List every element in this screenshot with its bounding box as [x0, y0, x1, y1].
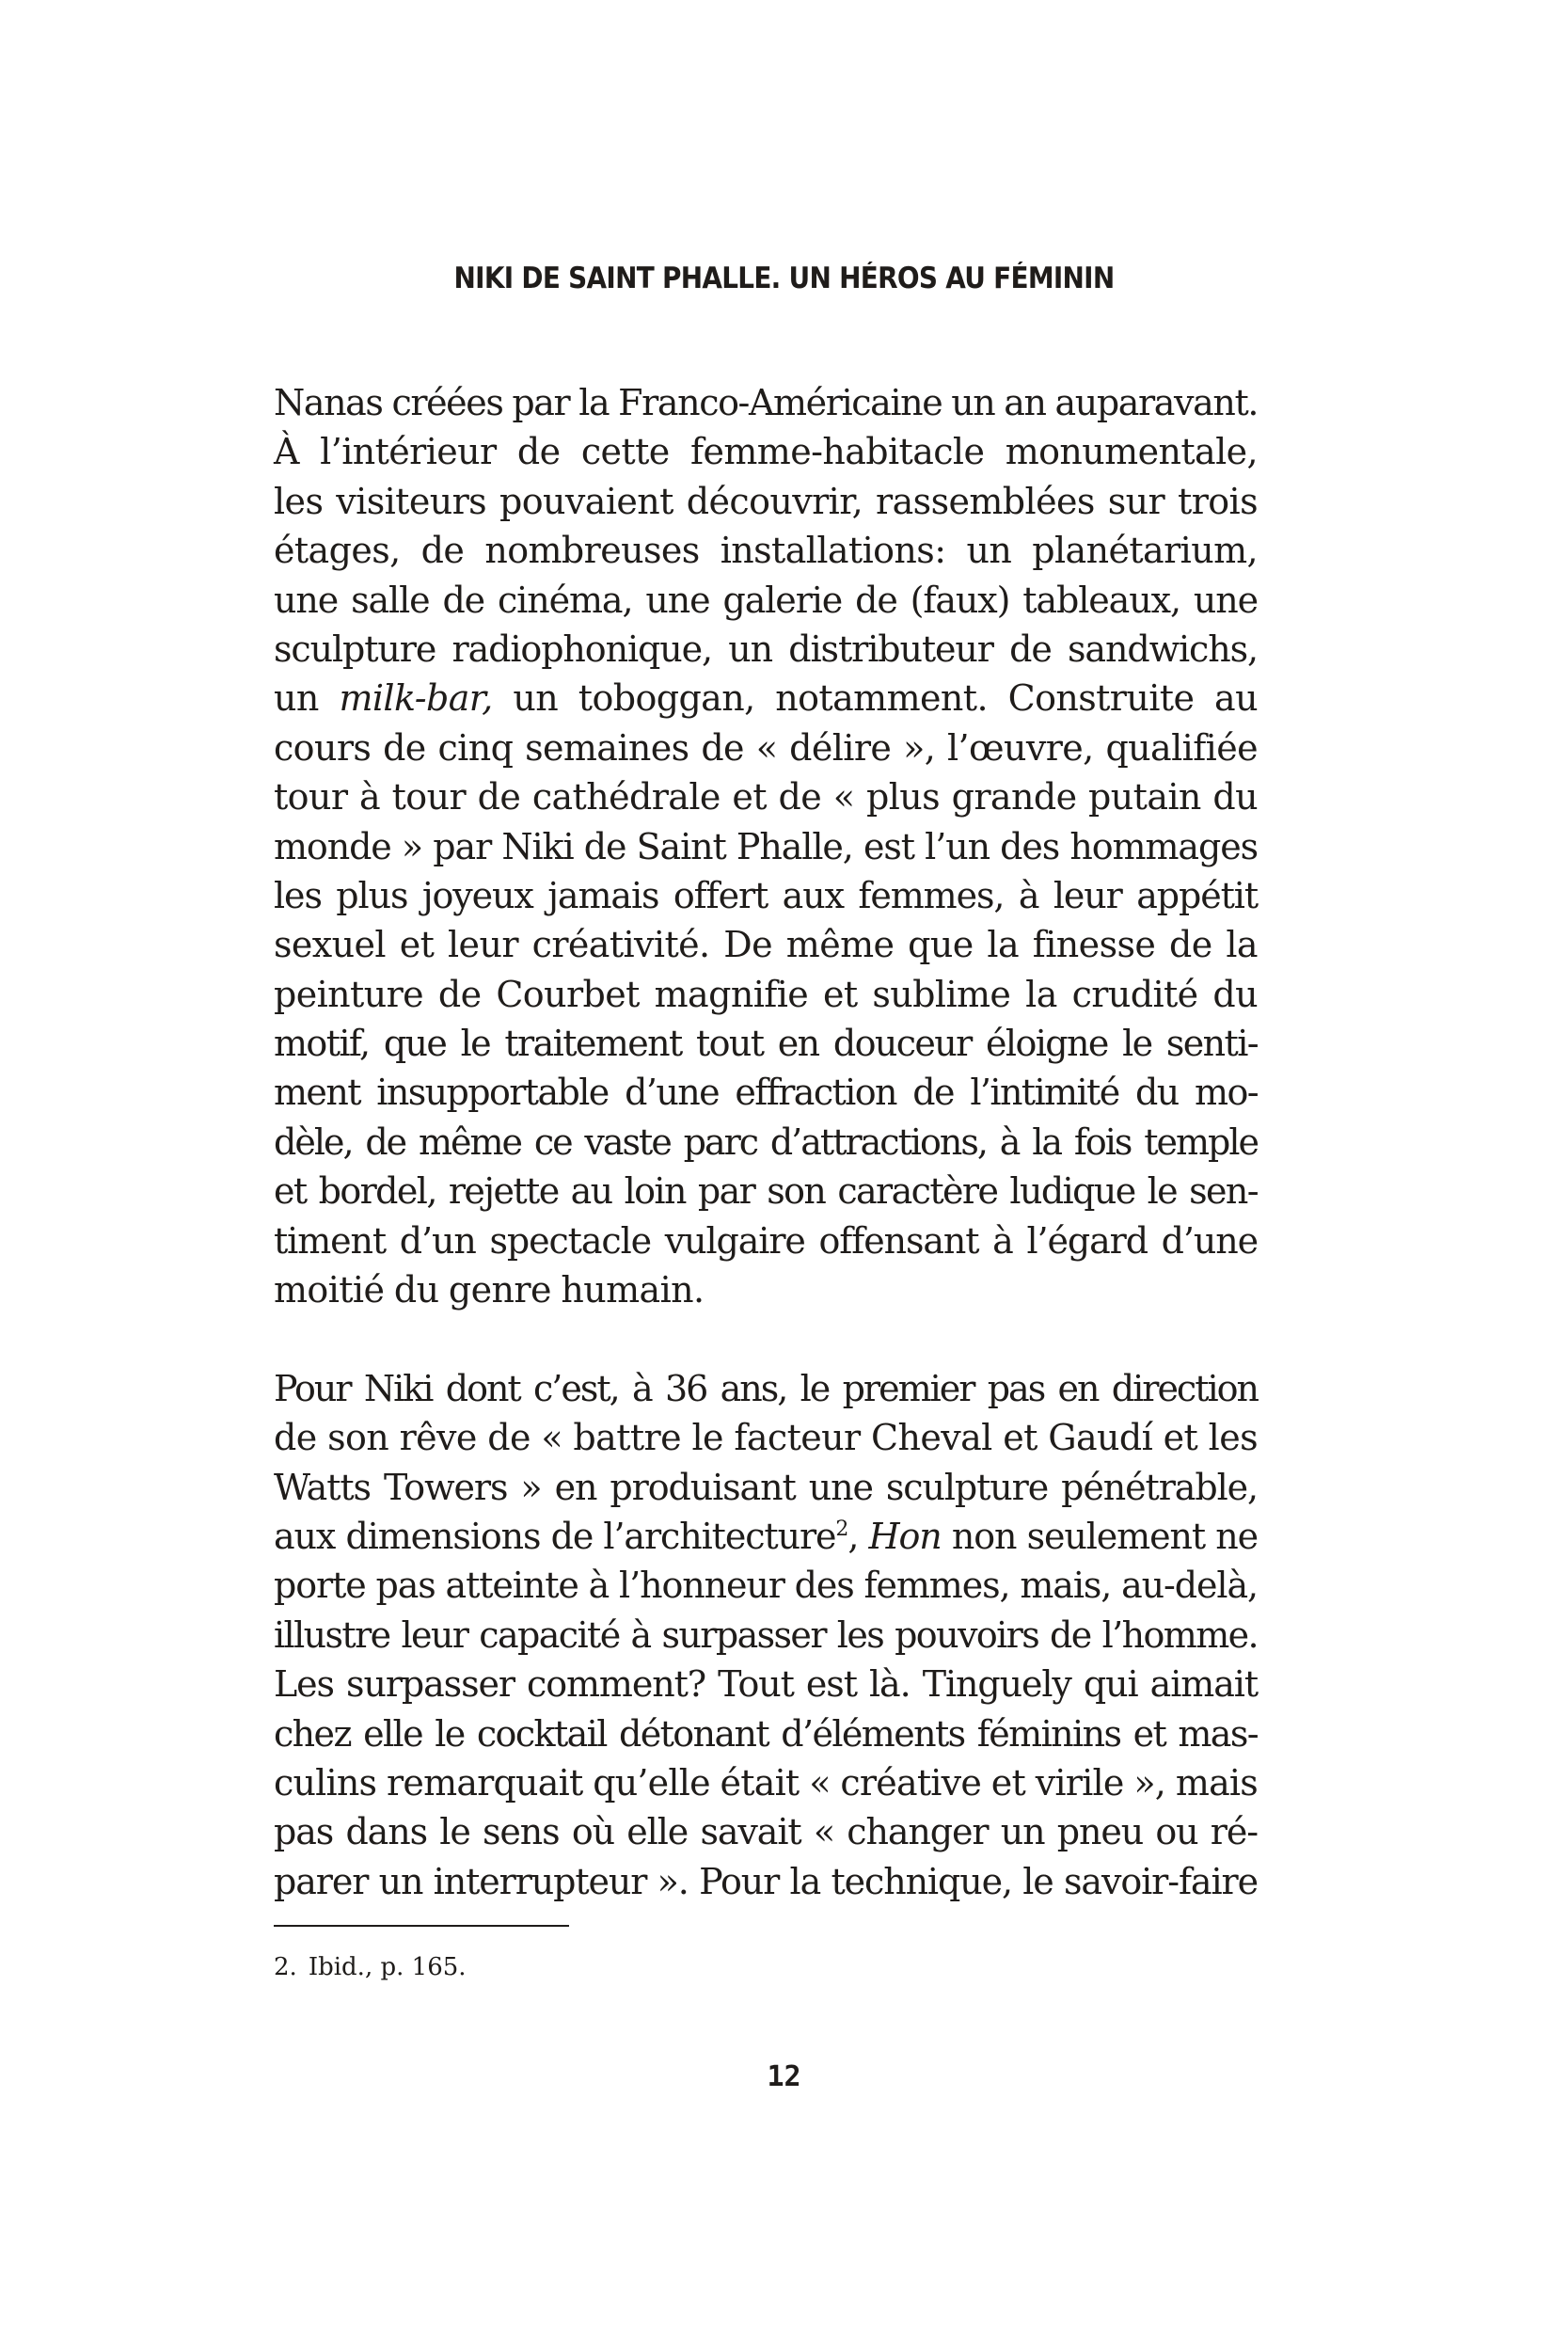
- paragraph-2: [274, 1364, 1258, 1906]
- text-line: Pour Niki dont c’est, à 36 ans, le premier pas en direction: [274, 1367, 1258, 1409]
- italic-term: milk-bar,: [339, 677, 493, 720]
- text-line: À l’intérieur de cette femme-habitacle monumentale,: [274, 431, 1258, 473]
- text-line: moitié du genre humain.: [274, 1269, 705, 1311]
- running-head: NIKI DE SAINT PHALLE. UN HÉROS AU FÉMININ: [453, 262, 1115, 295]
- text-line: motif, que le traitement tout en douceur éloigne le senti-: [274, 1023, 1258, 1065]
- text-line: Watts Towers » en produisant une sculpture pénétrable,: [274, 1466, 1258, 1508]
- page-number: 12: [767, 2060, 801, 2093]
- footnote-divider: [274, 1925, 569, 1927]
- text-run: un: [274, 677, 340, 720]
- text-run: ,: [847, 1515, 869, 1557]
- text-run: aux dimensions de l’architecture: [274, 1515, 836, 1557]
- text-line: porte pas atteinte à l’honneur des femmes, mais, au-delà,: [274, 1565, 1258, 1607]
- text-line: dèle, de même ce vaste parc d’attractions, à la fois temple: [274, 1120, 1258, 1163]
- text-line: sexuel et leur créativité. De même que la finesse de la: [274, 924, 1258, 966]
- text-line: parer un interrupteur ». Pour la technique, le savoir-faire: [274, 1860, 1258, 1902]
- text-line: les visiteurs pouvaient découvrir, rassemblées sur trois: [274, 480, 1258, 522]
- italic-term: Hon: [868, 1515, 942, 1557]
- text-line: et bordel, rejette au loin par son caractère ludique le sen-: [274, 1170, 1258, 1213]
- text-line: Les surpasser comment? Tout est là. Tinguely qui aimait: [274, 1663, 1258, 1706]
- text-line: [274, 674, 1258, 723]
- text-line: Nanas créées par la Franco-Américaine un an auparavant.: [274, 382, 1258, 423]
- text-line: une salle de cinéma, une galerie de (faux) tableaux, une: [274, 579, 1258, 621]
- text-line: timent d’un spectacle vulgaire offensant à l’égard d’une: [274, 1219, 1258, 1262]
- footnote-text: Ibid., p. 165.: [308, 1953, 467, 1981]
- text-line: illustre leur capacité à surpasser les pouvoirs de l’homme.: [274, 1613, 1258, 1656]
- text-line: culins remarquait qu’elle était « créative et virile », mais: [274, 1761, 1258, 1804]
- text-line: tour à tour de cathédrale et de « plus grande putain du: [274, 776, 1258, 818]
- footnote-number: 2.: [274, 1953, 297, 1981]
- text-run: non seulement ne: [941, 1515, 1258, 1557]
- text-line: peinture de Courbet magnifie et sublime la crudité du: [274, 973, 1258, 1015]
- text-line: étages, de nombreuses installations: un planétarium,: [274, 530, 1258, 572]
- text-run: un toboggan, notamment. Construite au: [492, 677, 1258, 720]
- text-line: [274, 1512, 1258, 1561]
- footnote-ref[interactable]: 2: [835, 1517, 848, 1541]
- text-line: monde » par Niki de Saint Phalle, est l’un des hommages: [274, 825, 1258, 867]
- text-line: ment insupportable d’une effraction de l’intimité du mo-: [274, 1072, 1258, 1114]
- text-line: les plus joyeux jamais offert aux femmes, à leur appétit: [274, 874, 1258, 916]
- text-line: de son rêve de « battre le facteur Cheval et Gaudí et les: [274, 1417, 1258, 1459]
- paragraph-1: [274, 378, 1258, 1314]
- text-line: cours de cinq semaines de « délire », l’œuvre, qualifiée: [274, 726, 1258, 769]
- text-line: chez elle le cocktail détonant d’éléments féminins et mas-: [274, 1712, 1258, 1755]
- body-text: [274, 378, 1258, 1906]
- text-line: sculpture radiophonique, un distributeur de sandwichs,: [274, 628, 1258, 670]
- text-line: pas dans le sens où elle savait « changer un pneu ou ré-: [274, 1811, 1258, 1853]
- footnote: [274, 1951, 467, 1983]
